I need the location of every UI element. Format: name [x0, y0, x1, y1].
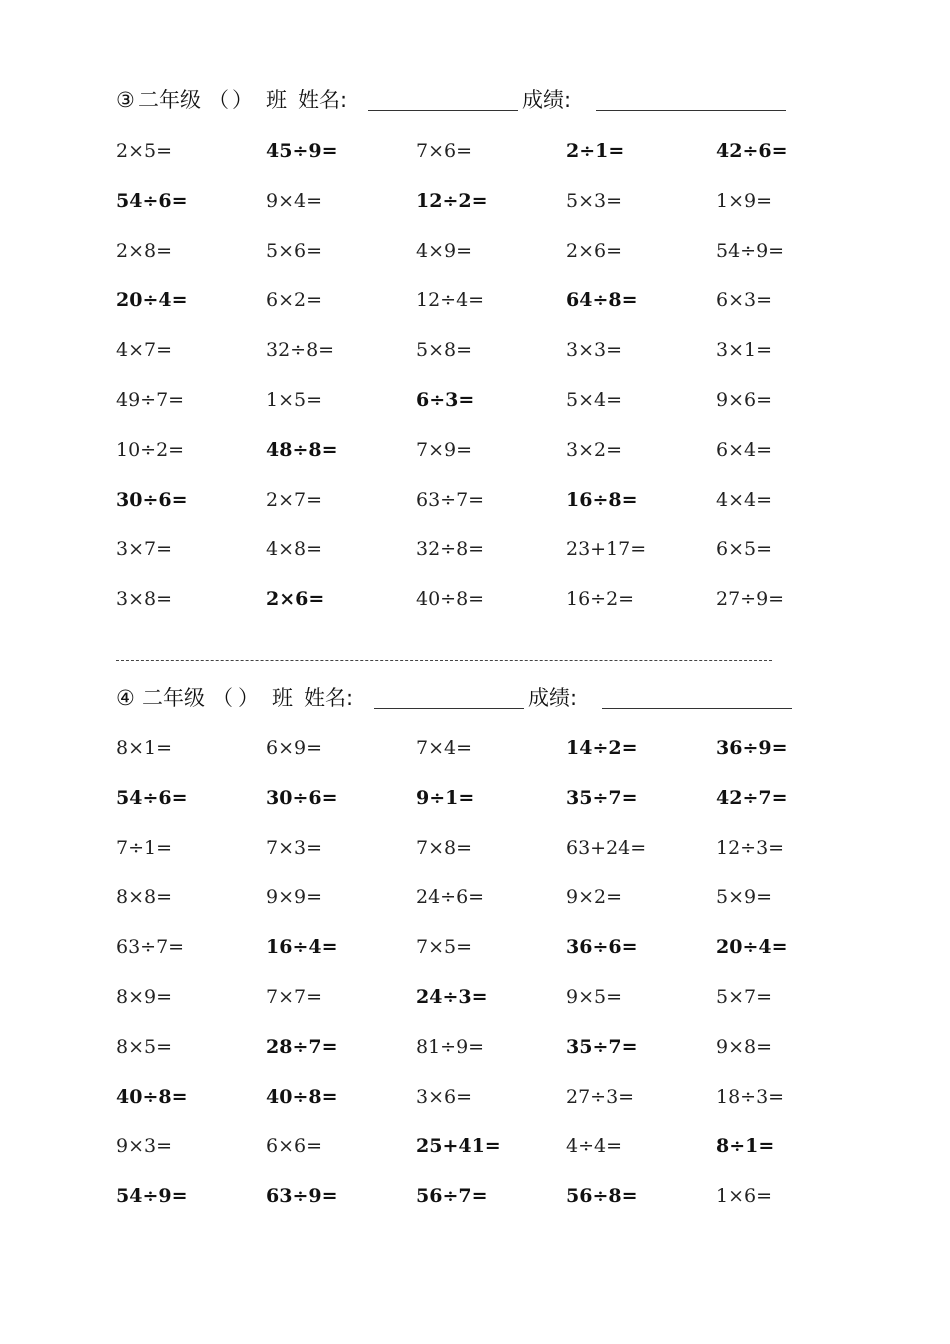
math-problem: 5×8=	[416, 339, 473, 362]
math-problem: 36÷6=	[566, 936, 638, 959]
problem-row	[116, 534, 816, 564]
math-problem: 54÷9=	[116, 1185, 188, 1208]
math-problem: 4÷4=	[566, 1135, 623, 1158]
math-problem: 63÷9=	[266, 1185, 338, 1208]
math-problem: 63÷7=	[116, 936, 185, 959]
math-problem: 32÷8=	[416, 538, 485, 561]
math-problem: 18÷3=	[716, 1085, 785, 1108]
math-problem: 16÷4=	[266, 936, 338, 959]
math-problem: 7×6=	[416, 140, 473, 162]
math-problem: 10÷2=	[116, 438, 185, 461]
problem-row	[116, 435, 816, 465]
math-problem: 2×8=	[116, 239, 173, 262]
math-problem: 54÷6=	[116, 786, 188, 809]
math-problem: 24÷3=	[416, 986, 488, 1008]
math-problem: 7×4=	[416, 737, 473, 759]
math-problem: 7×9=	[416, 438, 473, 461]
math-problem: 35÷7=	[566, 1035, 638, 1058]
problem-row	[116, 882, 816, 912]
math-problem: 12÷2=	[416, 189, 488, 212]
math-problem: 40÷8=	[266, 1085, 338, 1108]
math-problem: 48÷8=	[266, 438, 338, 461]
score-field[interactable]	[596, 110, 786, 111]
problem-row	[116, 335, 816, 365]
math-problem: 6÷3=	[416, 389, 475, 411]
paren-close: ）	[232, 88, 253, 112]
math-problem: 42÷6=	[716, 140, 788, 162]
math-problem: 24÷6=	[416, 886, 485, 909]
math-problem: 9×2=	[566, 886, 623, 909]
math-problem: 7÷1=	[116, 836, 173, 859]
math-problem: 25+41=	[416, 1135, 501, 1158]
math-problem: 40÷8=	[116, 1085, 188, 1108]
math-problem: 3×3=	[566, 339, 623, 362]
math-problem: 9×3=	[116, 1135, 173, 1158]
math-problem: 9×6=	[716, 389, 773, 411]
math-problem: 5×9=	[716, 886, 773, 909]
paren-open: （	[212, 686, 233, 710]
problem-row	[116, 485, 816, 515]
math-problem: 30÷6=	[116, 488, 188, 511]
name-label: 姓名:	[304, 686, 354, 710]
math-problem: 7×5=	[416, 936, 473, 959]
problem-row	[116, 584, 816, 614]
math-problem: 3×8=	[116, 588, 173, 611]
name-field[interactable]	[374, 708, 524, 709]
problem-row	[116, 783, 816, 813]
math-problem: 2×6=	[566, 239, 623, 262]
problem-row	[116, 1032, 816, 1062]
math-problem: 45÷9=	[266, 140, 338, 162]
math-problem: 28÷7=	[266, 1035, 338, 1058]
problem-row	[116, 733, 816, 763]
cut-line-divider	[116, 660, 772, 661]
problem-row	[116, 186, 816, 216]
problem-row	[116, 1082, 816, 1112]
score-label: 成绩:	[522, 88, 572, 112]
math-problem: 3×1=	[716, 339, 773, 362]
math-problem: 54÷9=	[716, 239, 785, 262]
math-problem: 9×5=	[566, 986, 623, 1008]
math-problem: 5×4=	[566, 389, 623, 411]
math-problem: 4×4=	[716, 488, 773, 511]
math-problem: 8×9=	[116, 986, 173, 1008]
math-problem: 40÷8=	[416, 588, 485, 611]
math-problem: 1×6=	[716, 1185, 773, 1208]
math-problem: 42÷7=	[716, 786, 788, 809]
math-problem: 12÷4=	[416, 289, 485, 312]
math-problem: 7×8=	[416, 836, 473, 859]
math-problem: 9×4=	[266, 189, 323, 212]
math-problem: 6×3=	[716, 289, 773, 312]
math-problem: 20÷4=	[116, 289, 188, 312]
math-problem: 4×9=	[416, 239, 473, 262]
section-number: ④	[116, 686, 135, 710]
math-problem: 6×6=	[266, 1135, 323, 1158]
math-problem: 7×3=	[266, 836, 323, 859]
math-problem: 5×7=	[716, 986, 773, 1008]
problem-row	[116, 1131, 816, 1161]
math-problem: 8×8=	[116, 886, 173, 909]
math-problem: 23+17=	[566, 538, 647, 561]
math-problem: 2÷1=	[566, 140, 625, 162]
problem-row	[116, 1181, 816, 1211]
math-problem: 35÷7=	[566, 786, 638, 809]
paren-close: ）	[238, 686, 259, 710]
problem-row	[116, 285, 816, 315]
name-label: 姓名:	[298, 88, 348, 112]
problem-row	[116, 385, 816, 415]
name-field[interactable]	[368, 110, 518, 111]
math-problem: 6×4=	[716, 438, 773, 461]
math-problem: 54÷6=	[116, 189, 188, 212]
math-problem: 64÷8=	[566, 289, 638, 312]
math-problem: 3×7=	[116, 538, 173, 561]
section-4-header	[116, 682, 806, 714]
grade-label: 二年级	[142, 686, 205, 710]
math-problem: 36÷9=	[716, 737, 788, 759]
math-problem: 2×7=	[266, 488, 323, 511]
problem-row	[116, 982, 816, 1012]
math-problem: 3×2=	[566, 438, 623, 461]
math-problem: 2×5=	[116, 140, 173, 162]
math-problem: 63÷7=	[416, 488, 485, 511]
math-problem: 16÷2=	[566, 588, 635, 611]
problem-row	[116, 236, 816, 266]
math-problem: 3×6=	[416, 1085, 473, 1108]
math-problem: 30÷6=	[266, 786, 338, 809]
math-problem: 5×6=	[266, 239, 323, 262]
class-label: 班	[266, 88, 287, 112]
math-problem: 20÷4=	[716, 936, 788, 959]
class-label: 班	[272, 686, 293, 710]
math-problem: 9×8=	[716, 1035, 773, 1058]
section-number: ③	[116, 88, 135, 112]
math-problem: 27÷9=	[716, 588, 785, 611]
math-problem: 8×1=	[116, 737, 173, 759]
math-problem: 63+24=	[566, 836, 647, 859]
math-problem: 1×5=	[266, 389, 323, 411]
math-problem: 6×9=	[266, 737, 323, 759]
math-problem: 5×3=	[566, 189, 623, 212]
problem-row	[116, 833, 816, 863]
math-problem: 27÷3=	[566, 1085, 635, 1108]
math-problem: 12÷3=	[716, 836, 785, 859]
math-problem: 14÷2=	[566, 737, 638, 759]
math-problem: 32÷8=	[266, 339, 335, 362]
math-problem: 7×7=	[266, 986, 323, 1008]
math-problem: 6×2=	[266, 289, 323, 312]
math-problem: 2×6=	[266, 588, 325, 611]
math-problem: 4×7=	[116, 339, 173, 362]
paren-open: （	[208, 88, 229, 112]
math-problem: 4×8=	[266, 538, 323, 561]
math-problem: 81÷9=	[416, 1035, 485, 1058]
math-problem: 49÷7=	[116, 389, 185, 411]
math-problem: 16÷8=	[566, 488, 638, 511]
math-problem: 9×9=	[266, 886, 323, 909]
score-label: 成绩:	[528, 686, 578, 710]
math-problem: 6×5=	[716, 538, 773, 561]
math-problem: 8÷1=	[716, 1135, 775, 1158]
math-problem: 56÷7=	[416, 1185, 488, 1208]
math-problem: 1×9=	[716, 189, 773, 212]
score-field[interactable]	[602, 708, 792, 709]
problem-row	[116, 932, 816, 962]
math-problem: 8×5=	[116, 1035, 173, 1058]
math-problem: 56÷8=	[566, 1185, 638, 1208]
section-3-header	[116, 84, 806, 116]
grade-label: 二年级	[138, 88, 201, 112]
math-problem: 9÷1=	[416, 786, 475, 809]
problem-row	[116, 136, 816, 166]
